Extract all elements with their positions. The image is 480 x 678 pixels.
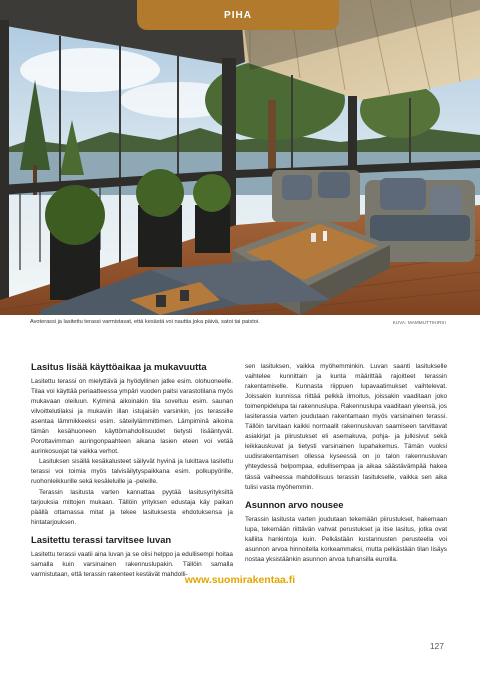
heading-glazing: Lasitus lisää käyttöaikaa ja mukavuutta	[31, 361, 207, 372]
paragraph: sen lasituksen, vaikka myöhemminkin. Luvan saanti lasitukselle vaihtelee kunnittain ja kunta määrittää rajoitteet terassin rakentamiselle. Kunnasta riippuen lupavaatimukset vaihtelevat. Joissakin kunnissa riittää pelkkä ilmoitus, joissakin vaaditaan joko toimenpidelupa tai rakennuslupa. Rakennuslupa vaaditaan yleensä, jos lasiterassia varten joudutaan rakentamaan myös varsinainen terassi. Tällöin tarvitaan kaikki normaalit rakennusluvan saamiseen tarvittavat asiakirjat ja piirustukset eli asemakuva, pohja- ja julkisivut sekä leikkauskuvat ja tietysti varsinainen lupahakemus. Tämän vuoksi uudisrakentamisen ollessa kyseessä on jo talon rakennusluvan yhteydessä helpompaa, edullisempaa ja aikaa säästävämpää hakea tässä vaiheessa mahdollisuus terassin lasitukselle, vaikka sen aika tulisi vasta myöhemmin.	[245, 363, 447, 491]
heading-value: Asunnon arvo nousee	[245, 498, 344, 510]
page-number: 127	[429, 641, 444, 651]
website-link[interactable]: www.suomirakentaa.fi	[184, 574, 296, 586]
photo-caption: Avoterassi ja lasitettu terassi varmistavat, että kesästä voi nauttia joka päivä, satoi tai paistoi.	[30, 319, 260, 325]
left-column	[31, 361, 233, 580]
paragraph: Lasitettu terassi vaatii aina luvan ja se olisi helppo ja edullisempi hoitaa samalla kuin varsinainen rakennuslupakin. Tällöin samalla varmistutaan, että terassin rakenteet kestävät mahdolli-	[31, 550, 233, 578]
photo-credit: KUVA: MAMMUTTIHIRSI	[392, 320, 446, 325]
right-column	[245, 362, 447, 565]
paragraph: Terassin lasitusta varten joudutaan tekemään piirustukset, hakemaan lupa, tekemään riittävän vahvat perustukset ja itse lasitus, jotka ovat kalliita hankintoja kuin. Pelkästään kustannusten perusteella voi asunnon arvoa hinnoitella korkeammaksi, mutta pelkästään tilan lisäys nostaa yksistäänkin asunnon arvoa tuhansilla euroilla.	[245, 515, 447, 563]
paragraph: Lasitettu terassi on mielyttävä ja hyödyllinen jatke esim. olohuoneelle. Tilaa voi käyttää periaatteessa ympäri vuoden paitsi varastotilana myös mukavaan oleiluun. Kylminä aikoinakin tila soveltuu esim. saunan vilvoittelutilaksi ja mukaviin illan istujaisiin varsinkin, jos terassille asentaa lämmikkeeksi esim. säteilylämmittimen. Lämpiminä aikoina tämän kesähuoneen käyttömahdollisuudet tietysti lisääntyvät. Porottavimman auringonpaahteen aikana lasien eteen voi vetää aurinkosuojat tai vaikka verhot.	[31, 378, 233, 456]
section-tab: PIHA	[137, 0, 339, 30]
heading-permit: Lasitettu terassi tarvitsee luvan	[31, 533, 172, 545]
paragraph: Lasituksen sisällä kesäkalusteet säilyvät hyvinä ja lukittava lasitettu terassi voi toimia myös talvisäilytyspaikkana esim. polkupyörille, ruohonleikkurille sekä kesäleluille ja -peleille.	[31, 458, 233, 486]
terrace-photo	[0, 0, 480, 315]
paragraph: Terassin lasitusta varten kannattaa pyytää lasitusyrityksiltä tarjouksia mittojen mukaan. Tällöin yrityksen edustaja käy paikan päällä ottamassa mitat ja tekee lasituksesta ehdotuksensa ja hintatarjouksen.	[31, 488, 233, 526]
